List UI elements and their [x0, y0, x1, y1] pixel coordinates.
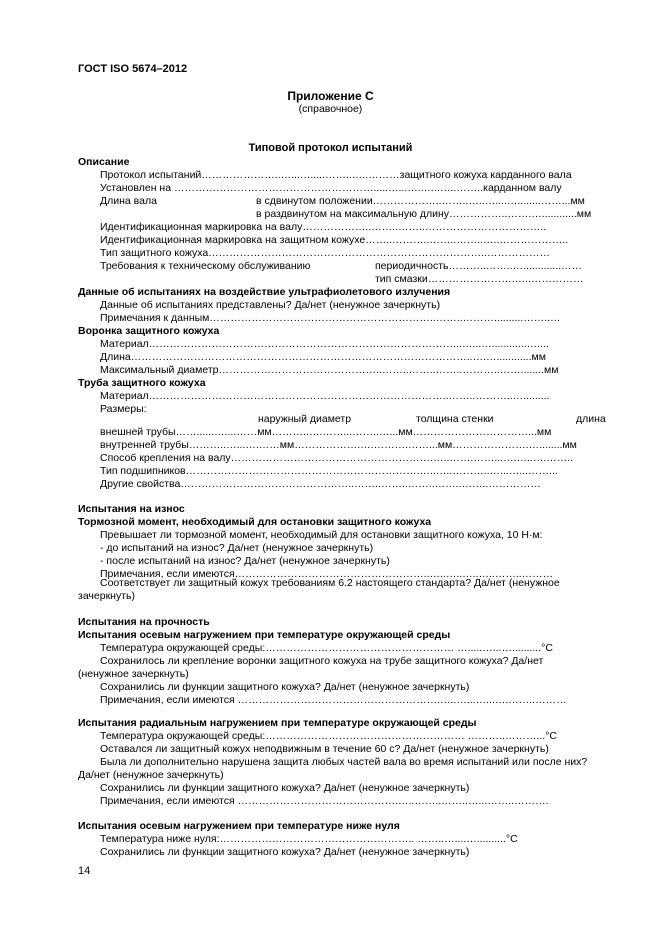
protocol-line: Данные об испытаниях представлены? Да/нет (ненужное зачеркнуть) [100, 299, 441, 311]
section-heading: Испытания радиальным нагружением при температуре окружающей среды [78, 717, 477, 729]
protocol-line: Оставался ли защитный кожух неподвижным в течение 60 с? Да/нет (ненужное зачеркнуть) [100, 743, 549, 755]
protocol-line: Длина вала [100, 195, 157, 207]
protocol-line: Установлен на ………………………………………………….....…...…..…..…..……..карданном валу [100, 182, 562, 194]
protocol-line: (ненужное зачеркнуть) [78, 668, 189, 680]
protocol-line: Идентификационная маркировка на защитном кожухе……..………..……..……..…..……………….. [100, 234, 569, 246]
protocol-line: Примечания, если имеются………………………………………………..…..…..…..…..……..……… [100, 568, 554, 580]
protocol-line: Материал……………………………………………………………………………...…...…............….... [100, 338, 549, 350]
section-heading: Труба защитного кожуха [78, 377, 206, 389]
protocol-line: Температура окружающей среды:……………………………………………… ….....…...…..........°С [100, 642, 553, 654]
protocol-line: Примечания, если имеются ……………………………………….…..……..……..…...……..………. [100, 795, 549, 807]
section-heading: Данные об испытаниях на воздействие ультрафиолетового излучения [78, 286, 451, 298]
protocol-title: Типовой протокол испытаний [248, 142, 413, 154]
section-heading: Испытания осевым нагружением при температуре ниже нуля [78, 820, 400, 832]
protocol-line: Примечания, если имеются ………………………………………………….…..…...…...….……..……… [100, 694, 567, 706]
protocol-line: Другие свойства…………………………………………..……..……..……..……..……..…………… [100, 478, 541, 490]
protocol-line: Температура окружающей среды:………………………………………………… ………..………...°С [100, 730, 557, 742]
protocol-line: Материал…………………………………………………………………………..……..………..…......... [100, 390, 550, 402]
protocol-line: в раздвинутом на максимальную длину……………..…….…............мм [256, 208, 592, 220]
protocol-line: наружный диаметр [258, 413, 352, 425]
protocol-line: тип смазки…………………….…..…………… [375, 273, 584, 285]
protocol-line: Была ли дополнительно нарушена защита любых частей вала во время испытаний или после них? [100, 756, 588, 768]
protocol-line: внешней трубы……......…....……мм………..….……...……..…...мм……………………………...мм [100, 426, 552, 438]
protocol-line: внутренней трубы………..…...….……мм……………….….……….……...мм………………….…........мм [100, 439, 577, 451]
protocol-line: Протокол испытаний…………………..…...….....……..…..………защитного кожуха карданного вала [100, 169, 572, 181]
page-number: 14 [78, 865, 91, 877]
protocol-line: Сохранилось ли крепление воронки защитного кожуха на трубе защитного кожуха? Да/нет [100, 655, 544, 667]
protocol-line: Длина……………………………………………………………………………………..….…............мм [100, 351, 546, 363]
section-heading: Описание [78, 156, 130, 168]
protocol-line: Температура ниже нуля:……………………………………………….. ……..…....…..........°С [100, 833, 518, 845]
protocol-line: - до испытаний на износ? Да/нет (ненужное зачеркнуть) [100, 542, 374, 554]
protocol-line: Сохранились ли функции защитного кожуха? Да/нет (ненужное зачеркнуть) [100, 681, 470, 693]
protocol-line: Да/нет (ненужное зачеркнуть) [78, 769, 224, 781]
protocol-line: Размеры: [100, 403, 147, 415]
appendix-title: Приложение С [287, 89, 374, 103]
protocol-line: зачеркнуть) [78, 590, 135, 602]
protocol-line: Способ крепления на валу………………………………………………….…..…….……...….…..….…….. [100, 452, 574, 464]
protocol-line: Тип подшипников………………………………………………………….…..…..………..…...…...……... [100, 465, 558, 477]
protocol-line: Превышает ли тормозной момент, необходимый для остановки защитного кожуха, 10 Н·м: [100, 529, 543, 541]
protocol-line: толщина стенки [416, 413, 494, 425]
protocol-line: в сдвинутом положении………………..……..…..…....…........……...мм [256, 195, 585, 207]
protocol-line: Идентификационная маркировка на валу………………..……..……..…………………………….. [100, 221, 547, 233]
protocol-line: периодичность………..……..….............…… [375, 260, 583, 272]
section-heading: Испытания на износ [78, 503, 185, 515]
protocol-line: длина [576, 413, 606, 425]
section-heading: Воронка защитного кожуха [78, 325, 220, 337]
protocol-line: Максимальный диаметр………………………………………..……..……..……..………..……........мм [100, 364, 559, 376]
section-heading: Тормозной момент, необходимый для остановки защитного кожуха [78, 516, 432, 528]
protocol-line: Сохранились ли функции защитного кожуха? Да/нет (ненужное зачеркнуть) [100, 846, 470, 858]
section-heading: Испытания на прочность [78, 616, 210, 628]
protocol-line: - после испытаний на износ? Да/нет (ненужное зачеркнуть) [100, 555, 390, 567]
document-header: ГОСТ ISO 5674–2012 [78, 63, 188, 75]
protocol-line: Требования к техническому обслуживанию [100, 260, 311, 272]
appendix-subtitle: (справочное) [298, 103, 363, 115]
section-heading: Испытания осевым нагружением при температуре окружающей среды [78, 629, 451, 641]
protocol-line: Сохранились ли функции защитного кожуха? Да/нет (ненужное зачеркнуть) [100, 782, 470, 794]
protocol-line: Примечания к данным………………………………………………………..……..………..........……..… [100, 312, 561, 324]
protocol-line: Соответствует ли защитный кожух требованиям 6.2 настоящего стандарта? Да/нет (ненужное [100, 577, 560, 589]
protocol-line: Тип защитного кожуха……………………………………………………………………..……………… [100, 247, 551, 259]
